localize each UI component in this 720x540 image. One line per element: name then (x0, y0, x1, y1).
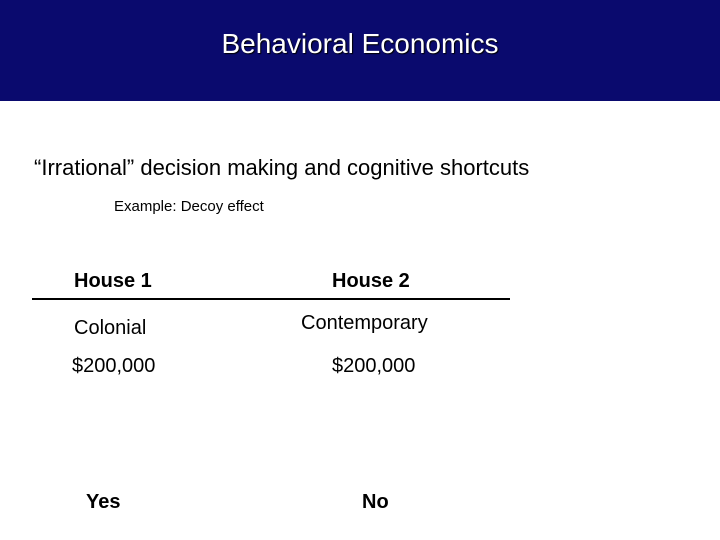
slide-title: Behavioral Economics (221, 28, 499, 59)
table-divider (32, 298, 510, 300)
slide-subtitle: “Irrational” decision making and cognitive shortcuts (34, 155, 530, 180)
house1-price: $200,000 (72, 355, 156, 377)
house1-choice: Yes (86, 491, 121, 513)
house2-price: $200,000 (332, 355, 416, 377)
example-label: Example: Decoy effect (114, 198, 264, 215)
house1-style: Colonial (74, 317, 147, 339)
house2-style: Contemporary (301, 312, 428, 334)
house2-heading: House 2 (332, 270, 410, 292)
house2-choice: No (362, 491, 389, 513)
house1-heading: House 1 (74, 270, 152, 292)
